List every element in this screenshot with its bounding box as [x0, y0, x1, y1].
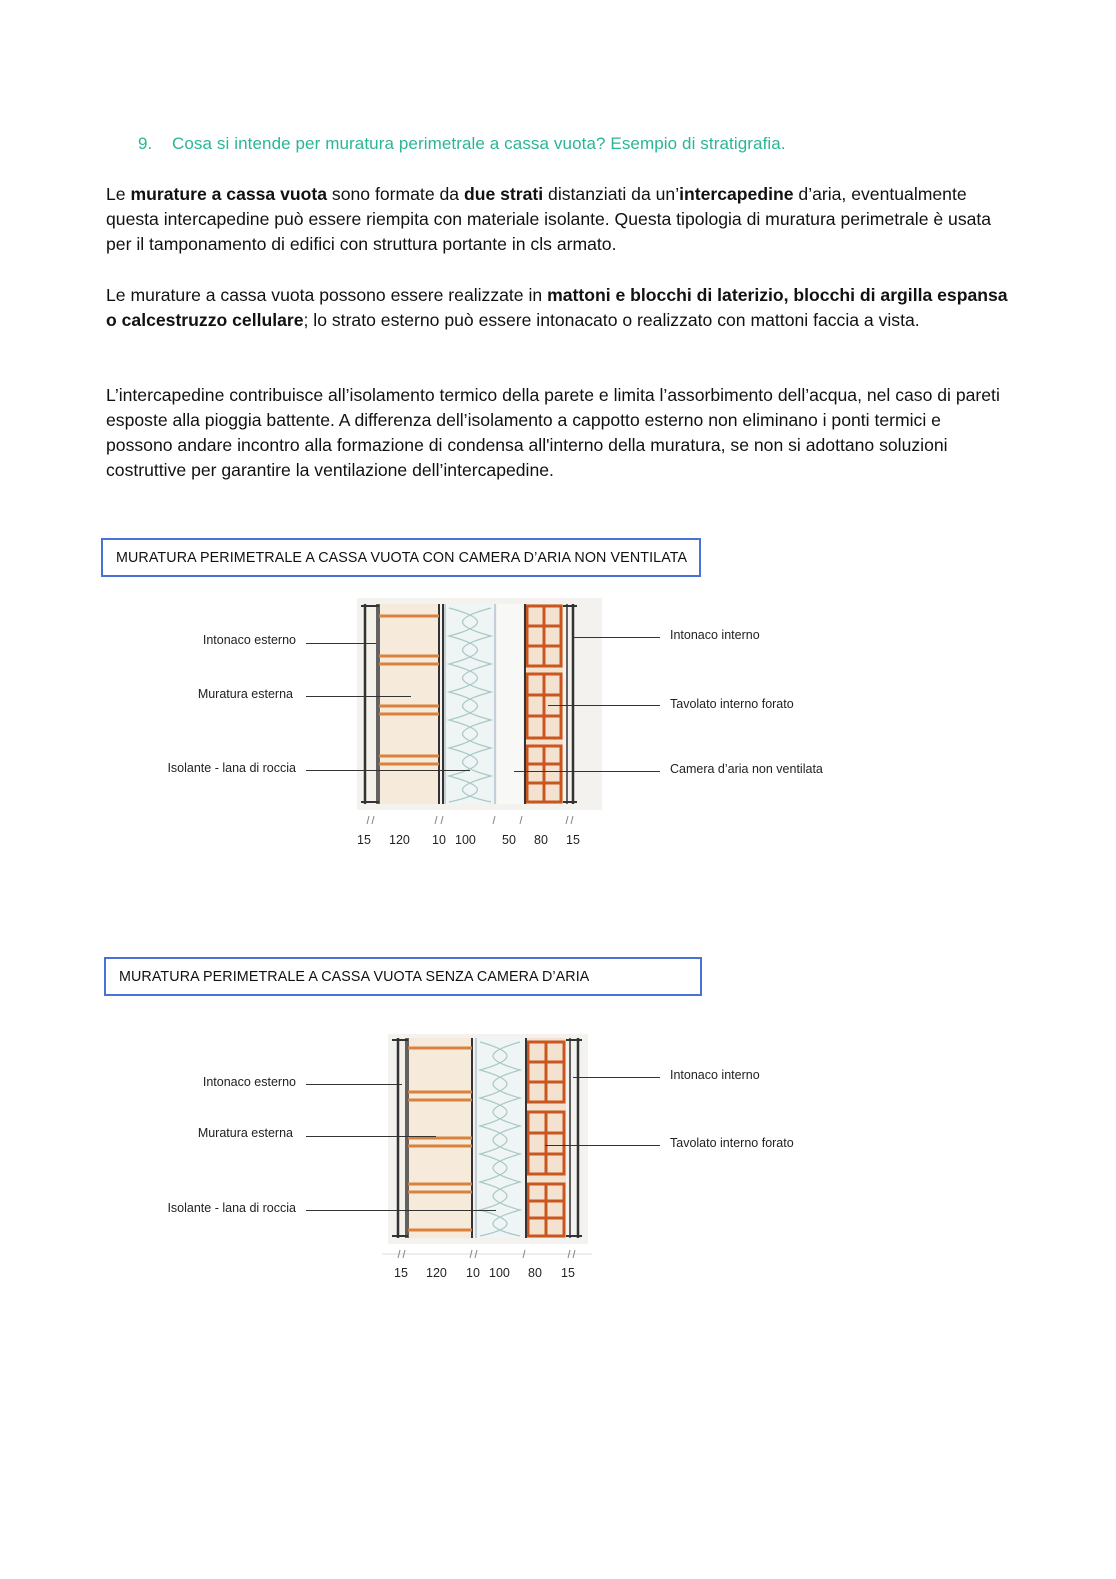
- fig2-dim-6: 15: [561, 1266, 575, 1280]
- fig1-dim-4: 100: [455, 833, 476, 847]
- p3-text: L’intercapedine contribuisce all’isolamento termico della parete e limita l’assorbimento dell’acqua, nel caso di pareti esposte alla pioggia battente. A differenza dell’isolamento a cappotto esterno non eliminano i ponti termici e possono andare incontro alla formazione di condensa all'interno della muratura, se non si adottano soluzioni costruttive per garantire la ventilazione dell’intercapedine.: [106, 385, 1000, 480]
- fig2-dim-1: 15: [394, 1266, 408, 1280]
- wall-section-drawing-1: [357, 598, 602, 810]
- fig1-label-isolante: Isolante - lana di roccia: [167, 761, 296, 775]
- fig2-label-muratura-esterna: Muratura esterna: [197, 1126, 293, 1140]
- fig2-label-intonaco-interno: Intonaco interno: [670, 1068, 760, 1082]
- fig1-dim-6: 80: [534, 833, 548, 847]
- p1-bold-2: due strati: [463, 184, 544, 204]
- fig2-leader-muratura-esterna: [306, 1136, 436, 1137]
- paragraph-2: [106, 283, 1011, 333]
- fig2-label-tavolato: Tavolato interno forato: [670, 1136, 794, 1150]
- p1-text-1: Le: [106, 184, 131, 204]
- fig1-dim-5: 50: [502, 833, 516, 847]
- fig2-dimension-ticks: [382, 1246, 592, 1262]
- fig2-leader-tavolato: [545, 1145, 660, 1146]
- figure-1-title: MURATURA PERIMETRALE A CASSA VUOTA CON CAMERA D’ARIA NON VENTILATA: [116, 550, 688, 566]
- fig1-leader-muratura-esterna: [306, 696, 411, 697]
- p1-bold-1: murature a cassa vuota: [130, 184, 328, 204]
- p1-bold-3: intercapedine: [679, 184, 794, 204]
- p2-text-1: Le murature a cassa vuota possono essere realizzate in: [106, 285, 548, 305]
- figure-2-title: MURATURA PERIMETRALE A CASSA VUOTA SENZA CAMERA D’ARIA: [119, 969, 590, 985]
- fig1-label-tavolato: Tavolato interno forato: [670, 697, 794, 711]
- fig2-dim-4: 100: [489, 1266, 510, 1280]
- question-number: 9.: [138, 134, 153, 153]
- fig1-dim-1: 15: [357, 833, 371, 847]
- fig1-leader-isolante: [306, 770, 470, 771]
- paragraph-1: [106, 182, 1011, 257]
- fig1-leader-tavolato: [548, 705, 660, 706]
- figure-1-title-box: [101, 538, 701, 577]
- p1-text-2: sono formate da: [327, 184, 464, 204]
- paragraph-3: [106, 383, 1011, 483]
- question-heading: [138, 134, 786, 154]
- fig1-label-camera-aria: Camera d’aria non ventilata: [670, 762, 823, 776]
- p2-bold-1: mattoni e blocchi di laterizio, blocchi di argilla espansa o calcestruzzo cellulare: [106, 285, 1008, 330]
- fig2-leader-intonaco-esterno: [306, 1084, 402, 1085]
- p1-text-3: distanziati da un’: [543, 184, 680, 204]
- fig1-dim-2: 120: [389, 833, 410, 847]
- wall-section-drawing-2: [388, 1034, 588, 1244]
- p1-text-4: d’aria, eventualmente questa intercapedine può essere riempita con materiale isolante. Questa tipologia di muratura perimetrale è usata per il tamponamento di edifici con struttura portante in cls armato.: [106, 184, 992, 254]
- fig2-dim-2: 120: [426, 1266, 447, 1280]
- fig1-label-intonaco-esterno: Intonaco esterno: [202, 633, 296, 647]
- fig2-leader-intonaco-interno: [573, 1077, 660, 1078]
- fig1-dim-3: 10: [432, 833, 446, 847]
- fig1-dim-7: 15: [566, 833, 580, 847]
- figure-2-title-box: [104, 957, 702, 996]
- p2-text-2: ; lo strato esterno può essere intonacato o realizzato con mattoni faccia a vista.: [303, 310, 920, 330]
- fig2-label-isolante: Isolante - lana di roccia: [167, 1201, 296, 1215]
- fig2-leader-isolante: [306, 1210, 496, 1211]
- fig2-label-intonaco-esterno: Intonaco esterno: [202, 1075, 296, 1089]
- fig1-label-intonaco-interno: Intonaco interno: [670, 628, 760, 642]
- question-text: Cosa si intende per muratura perimetrale a cassa vuota? Esempio di stratigrafia.: [172, 134, 786, 153]
- fig1-leader-intonaco-esterno: [306, 643, 376, 644]
- fig1-leader-camera-aria: [514, 771, 660, 772]
- fig1-label-muratura-esterna: Muratura esterna: [197, 687, 293, 701]
- fig2-dim-5: 80: [528, 1266, 542, 1280]
- fig1-dimension-ticks: [357, 812, 602, 828]
- fig2-dim-3: 10: [466, 1266, 480, 1280]
- fig1-leader-intonaco-interno: [572, 637, 660, 638]
